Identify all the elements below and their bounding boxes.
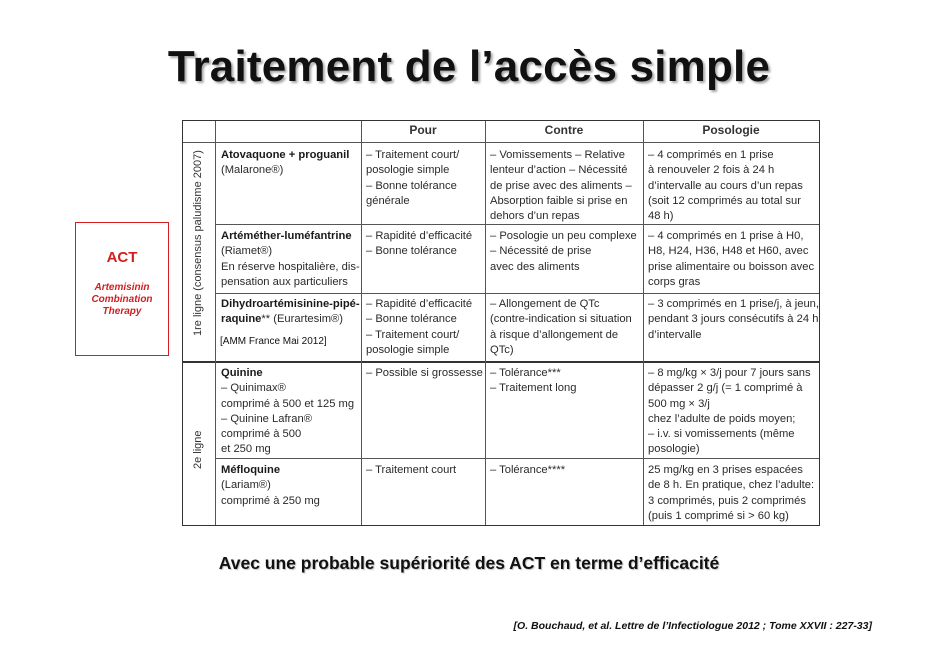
header-contre: Contre — [544, 123, 584, 137]
group-label-second-line: 2e ligne — [192, 430, 204, 469]
drug-detail: (Lariam®) comprimé à 250 mg — [221, 479, 320, 507]
drug-detail: (Riamet®) En réserve hospitalière, dis- pensation aux particuliers — [221, 245, 360, 288]
drug-name: Artéméther-luméfantrine — [221, 230, 352, 242]
conclusion-statement: Avec une probable supériorité des ACT en terme d’efficacité — [218, 553, 720, 573]
drug-name: Dihydroartémisinine-pipé- raquine — [221, 298, 360, 326]
pour-cell: – Rapidité d’efficacité – Bonne tolérance — [366, 230, 473, 258]
contre-cell: – Posologie un peu complexe – Nécessité de prise avec des aliments — [490, 230, 637, 273]
contre-cell: – Tolérance*** – Traitement long — [490, 367, 577, 395]
act-label: ACT — [106, 249, 138, 266]
posologie-cell: – 3 comprimés en 1 prise/j, à jeun, pendant 3 jours consécutifs à 24 h d’intervalle — [648, 298, 820, 341]
drug-name-cell — [221, 229, 360, 290]
header-pour: Pour — [409, 123, 437, 137]
posologie-cell: 25 mg/kg en 3 prises espacées de 8 h. En pratique, chez l’adulte: 3 comprimés, puis 2 comprimés (puis 1 comprimé si > 60 kg) — [648, 464, 815, 522]
reference-citation: [O. Bouchaud, et al. Lettre de l’Infectiologue 2012 ; Tome XXVII : 227-33] — [513, 620, 872, 632]
pour-cell: – Traitement court/ posologie simple – Bonne tolérance générale — [366, 149, 460, 207]
drug-name-cell — [221, 463, 320, 509]
posologie-cell: – 4 comprimés en 1 prise à H0, H8, H24, H36, H48 et H60, avec prise alimentaire ou boisson avec corps gras — [648, 230, 815, 288]
act-subtitle — [76, 282, 168, 318]
slide-title: Traitement de l’accès simple — [167, 42, 771, 91]
contre-cell: – Tolérance**** — [490, 464, 566, 476]
act-subtitle-line: Therapy — [102, 306, 142, 317]
amm-note: [AMM France Mai 2012] — [220, 336, 327, 347]
pour-cell: – Rapidité d’efficacité – Bonne tolérance – Traitement court/ posologie simple — [366, 298, 473, 356]
drug-name: Atovaquone + proguanil — [221, 149, 350, 161]
header-posologie: Posologie — [702, 123, 760, 137]
pour-cell: – Traitement court — [366, 464, 457, 476]
group-label-first-line: 1re ligne (consensus paludisme 2007) — [192, 150, 204, 336]
drug-detail: (Malarone®) — [221, 164, 284, 177]
contre-cell: – Allongement de QTc (contre-indication si situation à risque d’allongement de QTc) — [490, 298, 632, 356]
drug-name-cell — [221, 297, 360, 328]
treatment-table — [182, 120, 820, 526]
posologie-cell: – 4 comprimés en 1 prise à renouveler 2 fois à 24 h d’intervalle au cours d’un repas (soit 12 comprimés au total sur 48 h) — [648, 149, 803, 223]
pour-cell: – Possible si grossesse — [366, 367, 483, 379]
drug-name: Méfloquine — [221, 464, 281, 476]
act-subtitle-line: Artemisinin — [94, 282, 150, 293]
drug-detail: – Quinimax® comprimé à 500 et 125 mg – Quinine Lafran® comprimé à 500 et 250 mg — [221, 382, 355, 456]
act-callout-box — [75, 222, 169, 356]
drug-name-cell — [221, 366, 354, 458]
contre-cell: – Vomissements – Relative lenteur d’action – Nécessité de prise avec des aliments – Absorption faible si prise en dehors d’un repas — [490, 149, 632, 223]
posologie-cell: – 8 mg/kg × 3/j pour 7 jours sans dépasser 2 g/j (= 1 comprimé à 500 mg × 3/j chez l’adulte de poids moyen; – i.v. si vomissements (même posologie) — [648, 367, 811, 456]
drug-name-cell — [221, 148, 349, 179]
drug-detail: ** (Eurartesim®) — [261, 313, 344, 326]
drug-name: Quinine — [221, 367, 263, 379]
act-subtitle-line: Combination — [91, 294, 153, 305]
